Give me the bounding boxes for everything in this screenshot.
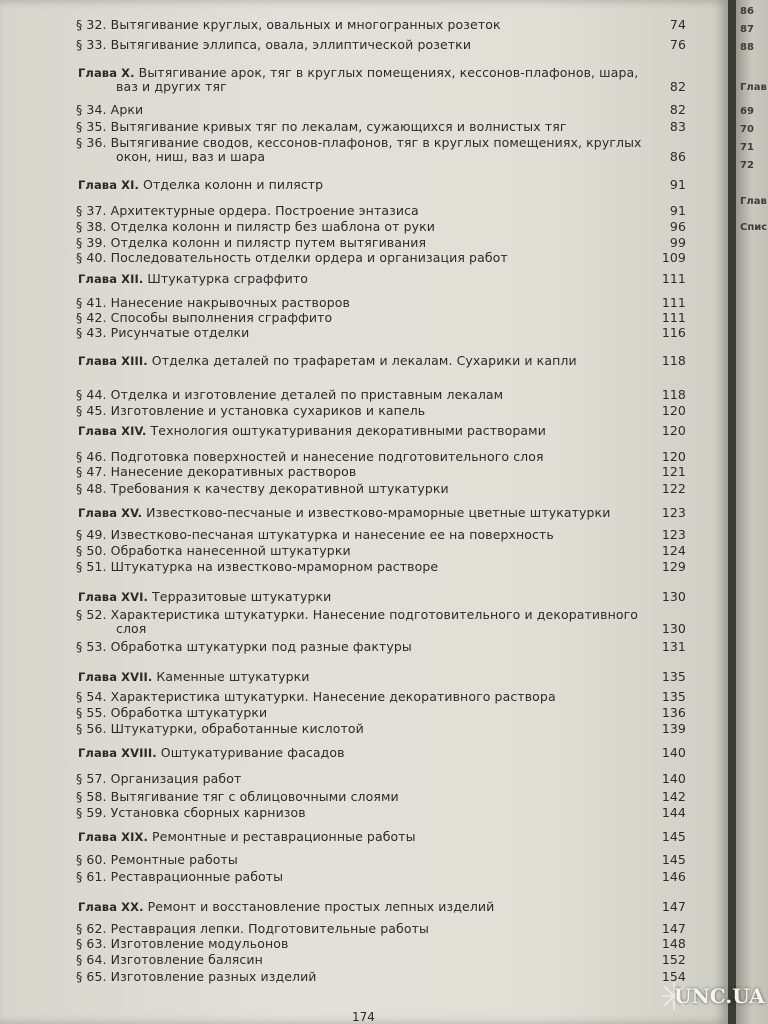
entry-title: Ремонт и восстановление простых лепных изделий	[143, 899, 495, 914]
entry-page-number: 82	[669, 102, 686, 117]
toc-chapter-entry	[76, 272, 686, 286]
section-sign: § 51.	[76, 559, 107, 574]
entry-title-line	[76, 560, 686, 574]
chapter-label: Глава XVIII.	[78, 746, 157, 760]
section-sign: § 37.	[76, 203, 107, 218]
toc-section-entry	[76, 790, 686, 804]
entry-title: Реставрация лепки. Подготовительные работы	[106, 921, 429, 936]
entry-title: Вытягивание кривых тяг по лекалам, сужающихся и волнистых тяг	[106, 119, 567, 134]
toc-section-entry	[76, 450, 686, 464]
entry-title-line	[76, 590, 686, 604]
entry-title: Оштукатуривание фасадов	[156, 745, 345, 760]
entry-title: Характеристика штукатурки. Нанесение декоративного раствора	[106, 689, 556, 704]
entry-title-line	[76, 236, 686, 250]
section-sign: § 41.	[76, 295, 107, 310]
entry-title: Вытягивание эллипса, овала, эллиптической розетки	[106, 37, 472, 52]
toc-section-entry	[76, 103, 686, 117]
entry-title: Известково-песчаная штукатурка и нанесение ее на поверхность	[106, 527, 554, 542]
chapter-label: Глава XIV.	[78, 424, 147, 438]
entry-title: Характеристика штукатурки. Нанесение подготовительного и декоративного	[106, 607, 639, 622]
entry-title: Способы выполнения сграффито	[106, 310, 333, 325]
entry-title-line	[76, 830, 686, 844]
entry-page-number: 130	[661, 621, 686, 636]
entry-title: Штукатурка сграффито	[143, 271, 308, 286]
entry-title: Вытягивание тяг с облицовочными слоями	[106, 789, 399, 804]
entry-title: Организация работ	[106, 771, 242, 786]
toc-chapter-entry	[76, 424, 686, 438]
entry-page-number: 74	[669, 17, 686, 32]
entry-title: Отделка колонн и пилястр путем вытягивания	[106, 235, 427, 250]
entry-title-line	[76, 528, 686, 542]
entry-title-line	[76, 66, 686, 80]
entry-page-number: 123	[661, 505, 686, 520]
section-sign: § 53.	[76, 639, 107, 654]
entry-page-number: 118	[661, 353, 686, 368]
entry-title-line	[76, 870, 686, 884]
entry-title-line	[76, 608, 686, 622]
entry-page-number: 145	[661, 852, 686, 867]
adjacent-page-fragment: Глав	[740, 82, 767, 93]
entry-title: Установка сборных карнизов	[106, 805, 306, 820]
section-sign: § 34.	[76, 102, 107, 117]
entry-title-line	[76, 204, 686, 218]
toc-section-entry	[76, 18, 686, 32]
toc-section-entry	[76, 870, 686, 884]
toc-section-entry	[76, 608, 686, 636]
toc-section-entry	[76, 528, 686, 542]
entry-page-number: 99	[669, 235, 686, 250]
entry-page-number: 120	[661, 403, 686, 418]
toc-section-entry	[76, 136, 686, 164]
section-sign: § 32.	[76, 17, 107, 32]
toc-section-entry	[76, 220, 686, 234]
entry-title-line	[76, 404, 686, 418]
entry-title-continuation: слоя	[116, 621, 147, 636]
page-number: 174	[352, 1010, 375, 1024]
entry-title-line	[76, 482, 686, 496]
section-sign: § 39.	[76, 235, 107, 250]
entry-title-continuation: ваз и других тяг	[116, 79, 227, 94]
entry-title: Обработка штукатурки под разные фактуры	[106, 639, 412, 654]
section-sign: § 65.	[76, 969, 107, 984]
entry-title-line	[76, 922, 686, 936]
chapter-label: Глава XVI.	[78, 590, 148, 604]
entry-page-number: 140	[661, 771, 686, 786]
toc-section-entry	[76, 922, 686, 936]
entry-page-number: 86	[669, 149, 686, 164]
entry-title-line	[76, 937, 686, 951]
section-sign: § 40.	[76, 250, 107, 265]
toc-chapter-entry	[76, 66, 686, 94]
toc-section-entry	[76, 706, 686, 720]
section-sign: § 63.	[76, 936, 107, 951]
entry-title: Ремонтные работы	[106, 852, 238, 867]
entry-title: Нанесение накрывочных растворов	[106, 295, 350, 310]
entry-title-line	[76, 790, 686, 804]
entry-title: Вытягивание арок, тяг в круглых помещениях, кессонов-плафонов, шара,	[134, 65, 639, 80]
toc-section-entry	[76, 544, 686, 558]
chapter-label: Глава XVII.	[78, 670, 153, 684]
section-sign: § 58.	[76, 789, 107, 804]
entry-page-number: 139	[661, 721, 686, 736]
entry-title-line	[76, 953, 686, 967]
entry-title-line	[76, 38, 686, 52]
toc-section-entry	[76, 772, 686, 786]
section-sign: § 36.	[76, 135, 107, 150]
section-sign: § 45.	[76, 403, 107, 418]
chapter-label: Глава X.	[78, 66, 135, 80]
toc-section-entry	[76, 204, 686, 218]
entry-title: Архитектурные ордера. Построение энтазиса	[106, 203, 419, 218]
entry-title-line	[76, 722, 686, 736]
toc-section-entry	[76, 465, 686, 479]
entry-page-number: 140	[661, 745, 686, 760]
toc-section-entry	[76, 404, 686, 418]
chapter-label: Глава XV.	[78, 506, 143, 520]
toc-section-entry	[76, 806, 686, 820]
entry-title: Штукатурки, обработанные кислотой	[106, 721, 364, 736]
entry-title-line	[76, 103, 686, 117]
section-sign: § 47.	[76, 464, 107, 479]
entry-title: Изготовление модульонов	[106, 936, 289, 951]
entry-page-number: 122	[661, 481, 686, 496]
chapter-label: Глава XII.	[78, 272, 144, 286]
chapter-label: Глава XIII.	[78, 354, 148, 368]
entry-page-number: 124	[661, 543, 686, 558]
entry-title: Технология оштукатуривания декоративными растворами	[146, 423, 546, 438]
entry-page-number: 148	[661, 936, 686, 951]
section-sign: § 44.	[76, 387, 107, 402]
adjacent-page-fragment: 70	[740, 124, 754, 135]
toc-section-entry	[76, 251, 686, 265]
section-sign: § 61.	[76, 869, 107, 884]
entry-title-line	[76, 424, 686, 438]
toc-chapter-entry	[76, 670, 686, 684]
section-sign: § 46.	[76, 449, 107, 464]
entry-title: Изготовление разных изделий	[106, 969, 317, 984]
entry-page-number: 91	[669, 177, 686, 192]
entry-title: Изготовление и установка сухариков и капель	[106, 403, 426, 418]
section-sign: § 35.	[76, 119, 107, 134]
toc-section-entry	[76, 722, 686, 736]
entry-page-number: 82	[669, 79, 686, 94]
entry-title-line	[76, 220, 686, 234]
adjacent-page-fragment: Глав	[740, 196, 767, 207]
chapter-label: Глава XI.	[78, 178, 139, 192]
entry-page-number: 111	[661, 271, 686, 286]
adjacent-page-fragment: 71	[740, 142, 754, 153]
toc-section-entry	[76, 311, 686, 325]
entry-page-number: 145	[661, 829, 686, 844]
entry-title: Подготовка поверхностей и нанесение подготовительного слоя	[106, 449, 544, 464]
toc-chapter-entry	[76, 178, 686, 192]
toc-chapter-entry	[76, 590, 686, 604]
toc-section-entry	[76, 970, 686, 984]
adjacent-page-fragment: 86	[740, 6, 754, 17]
section-sign: § 33.	[76, 37, 107, 52]
toc-section-entry	[76, 953, 686, 967]
entry-title-line	[76, 326, 686, 340]
entry-page-number: 120	[661, 449, 686, 464]
entry-title-line	[76, 136, 686, 150]
entry-page-number: 142	[661, 789, 686, 804]
entry-title-line	[76, 746, 686, 760]
entry-title-line	[76, 853, 686, 867]
toc-section-entry	[76, 388, 686, 402]
toc-section-entry	[76, 640, 686, 654]
entry-page-number: 136	[661, 705, 686, 720]
toc-chapter-entry	[76, 354, 686, 368]
entry-page-number: 121	[661, 464, 686, 479]
entry-title: Отделка деталей по трафаретам и лекалам. Сухарики и капли	[147, 353, 577, 368]
entry-title: Изготовление балясин	[106, 952, 263, 967]
section-sign: § 57.	[76, 771, 107, 786]
entry-title: Отделка колонн и пилястр без шаблона от руки	[106, 219, 436, 234]
entry-page-number: 147	[661, 899, 686, 914]
entry-page-number: 146	[661, 869, 686, 884]
entry-title: Реставрационные работы	[106, 869, 284, 884]
entry-page-number: 123	[661, 527, 686, 542]
entry-title-line	[76, 900, 686, 914]
adjacent-page-fragment: 72	[740, 160, 754, 171]
section-sign: § 56.	[76, 721, 107, 736]
section-sign: § 62.	[76, 921, 107, 936]
section-sign: § 43.	[76, 325, 107, 340]
watermark-text: UNC.UA	[674, 984, 765, 1008]
toc-section-entry	[76, 236, 686, 250]
entry-title-line	[76, 690, 686, 704]
section-sign: § 48.	[76, 481, 107, 496]
toc-chapter-entry	[76, 900, 686, 914]
entry-title: Штукатурка на известково-мраморном растворе	[106, 559, 439, 574]
entry-page-number: 154	[661, 969, 686, 984]
entry-title: Обработка штукатурки	[106, 705, 268, 720]
entry-page-number: 111	[661, 310, 686, 325]
toc-chapter-entry	[76, 746, 686, 760]
entry-title: Известково-песчаные и известково-мраморные цветные штукатурки	[142, 505, 611, 520]
entry-title-line	[76, 544, 686, 558]
entry-page-number: 135	[661, 669, 686, 684]
entry-title: Вытягивание круглых, овальных и многогранных розеток	[106, 17, 501, 32]
toc-section-entry	[76, 296, 686, 310]
toc-section-entry	[76, 853, 686, 867]
entry-title: Обработка нанесенной штукатурки	[106, 543, 351, 558]
toc-chapter-entry	[76, 830, 686, 844]
entry-title-line	[76, 772, 686, 786]
entry-page-number: 129	[661, 559, 686, 574]
entry-title: Вытягивание сводов, кессонов-плафонов, тяг в круглых помещениях, круглых	[106, 135, 642, 150]
entry-title: Рисунчатые отделки	[106, 325, 250, 340]
entry-page-number: 131	[661, 639, 686, 654]
entry-page-number: 96	[669, 219, 686, 234]
toc-chapter-entry	[76, 506, 686, 520]
section-sign: § 42.	[76, 310, 107, 325]
adjacent-page-fragment: 69	[740, 106, 754, 117]
entry-page-number: 83	[669, 119, 686, 134]
entry-title: Каменные штукатурки	[152, 669, 310, 684]
toc-section-entry	[76, 690, 686, 704]
entry-page-number: 109	[661, 250, 686, 265]
section-sign: § 52.	[76, 607, 107, 622]
toc-section-entry	[76, 120, 686, 134]
entry-title-line	[76, 640, 686, 654]
entry-page-number: 144	[661, 805, 686, 820]
entry-title-line	[76, 450, 686, 464]
entry-title-continuation: окон, ниш, ваз и шара	[116, 149, 266, 164]
entry-title: Арки	[106, 102, 144, 117]
toc-section-entry	[76, 326, 686, 340]
toc-section-entry	[76, 560, 686, 574]
entry-page-number: 135	[661, 689, 686, 704]
entry-title-line	[76, 120, 686, 134]
entry-page-number: 76	[669, 37, 686, 52]
entry-title-line	[76, 388, 686, 402]
entry-title-line	[76, 251, 686, 265]
section-sign: § 54.	[76, 689, 107, 704]
watermark-logo	[660, 976, 764, 1016]
entry-title: Отделка и изготовление деталей по приставным лекалам	[106, 387, 504, 402]
entry-title-line	[76, 311, 686, 325]
entry-title-line	[76, 272, 686, 286]
entry-title-line	[76, 354, 686, 368]
entry-title-line	[76, 18, 686, 32]
entry-title: Последовательность отделки ордера и организация работ	[106, 250, 508, 265]
adjacent-page-fragment: Спис	[740, 222, 768, 233]
entry-title-line	[76, 706, 686, 720]
entry-title: Отделка колонн и пилястр	[138, 177, 324, 192]
adjacent-page-edge	[736, 0, 768, 1024]
entry-title-line	[76, 506, 686, 520]
section-sign: § 38.	[76, 219, 107, 234]
toc-section-entry	[76, 482, 686, 496]
entry-title: Ремонтные и реставрационные работы	[147, 829, 416, 844]
toc-section-entry	[76, 937, 686, 951]
entry-page-number: 116	[661, 325, 686, 340]
entry-page-number: 111	[661, 295, 686, 310]
entry-title: Терразитовые штукатурки	[147, 589, 332, 604]
chapter-label: Глава XIX.	[78, 830, 148, 844]
entry-title-line	[76, 670, 686, 684]
entry-page-number: 120	[661, 423, 686, 438]
entry-page-number: 152	[661, 952, 686, 967]
entry-title-line	[76, 970, 686, 984]
entry-title-line	[76, 806, 686, 820]
adjacent-page-fragment: 88	[740, 42, 754, 53]
section-sign: § 50.	[76, 543, 107, 558]
entry-page-number: 91	[669, 203, 686, 218]
entry-title: Нанесение декоративных растворов	[106, 464, 357, 479]
section-sign: § 59.	[76, 805, 107, 820]
section-sign: § 64.	[76, 952, 107, 967]
entry-title: Требования к качеству декоративной штукатурки	[106, 481, 449, 496]
adjacent-page-fragment: 87	[740, 24, 754, 35]
toc-section-entry	[76, 38, 686, 52]
section-sign: § 55.	[76, 705, 107, 720]
entry-page-number: 130	[661, 589, 686, 604]
entry-title-line	[76, 296, 686, 310]
section-sign: § 49.	[76, 527, 107, 542]
entry-page-number: 118	[661, 387, 686, 402]
entry-title-line	[76, 465, 686, 479]
entry-title-line	[76, 178, 686, 192]
section-sign: § 60.	[76, 852, 107, 867]
entry-page-number: 147	[661, 921, 686, 936]
chapter-label: Глава XX.	[78, 900, 144, 914]
